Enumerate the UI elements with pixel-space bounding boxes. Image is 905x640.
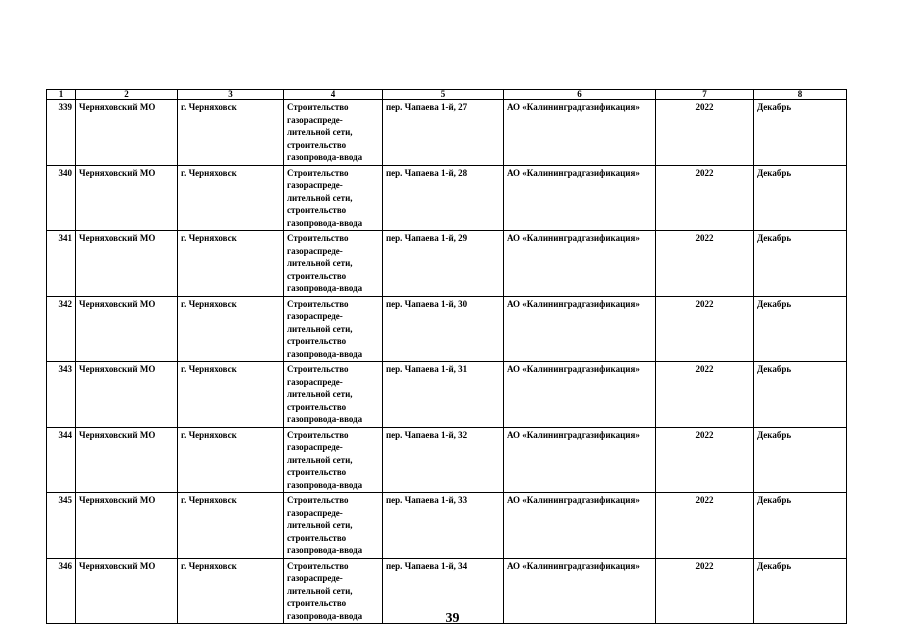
work-line: газопровода-ввода <box>287 152 363 162</box>
month-cell: Декабрь <box>754 558 847 624</box>
district-cell: Черняховский МО <box>76 165 178 231</box>
row-number: 345 <box>47 493 76 559</box>
row-number: 346 <box>47 558 76 624</box>
work-line: газораспреде- <box>287 311 343 321</box>
month-cell: Декабрь <box>754 296 847 362</box>
address-cell: пер. Чапаева 1-й, 34 <box>383 558 504 624</box>
table-body <box>47 100 847 624</box>
table-row <box>47 296 847 362</box>
address-cell: пер. Чапаева 1-й, 30 <box>383 296 504 362</box>
month-cell: Декабрь <box>754 427 847 493</box>
schedule-table <box>46 89 847 624</box>
address-cell: пер. Чапаева 1-й, 33 <box>383 493 504 559</box>
work-cell <box>284 427 383 493</box>
locality-cell: г. Черняховск <box>178 100 284 166</box>
work-line: газораспреде- <box>287 573 343 583</box>
work-cell <box>284 100 383 166</box>
month-cell: Декабрь <box>754 493 847 559</box>
work-line: строительство <box>287 401 347 412</box>
work-line: газопровода-ввода <box>287 610 363 621</box>
work-line: лительной сети, <box>287 323 353 334</box>
organization-cell: АО «Калининградгазификация» <box>504 427 656 493</box>
month-cell: Декабрь <box>754 165 847 231</box>
address-cell: пер. Чапаева 1-й, 28 <box>383 165 504 231</box>
address-cell: пер. Чапаева 1-й, 32 <box>383 427 504 493</box>
address-cell: пер. Чапаева 1-й, 31 <box>383 362 504 428</box>
work-line: газопровода-ввода <box>287 348 363 359</box>
work-line: газораспреде- <box>287 245 343 256</box>
column-header-3: 3 <box>178 90 284 100</box>
table-row <box>47 231 847 297</box>
district-cell: Черняховский МО <box>76 231 178 297</box>
work-line: газораспреде- <box>287 442 343 452</box>
year-cell: 2022 <box>656 296 754 362</box>
column-header-4: 4 <box>284 90 383 100</box>
work-line: газопровода-ввода <box>287 545 363 555</box>
work-cell <box>284 231 383 297</box>
year-cell: 2022 <box>656 165 754 231</box>
address-cell: пер. Чапаева 1-й, 27 <box>383 100 504 166</box>
work-line: газораспреде- <box>287 180 343 190</box>
month-cell: Декабрь <box>754 100 847 166</box>
district-cell: Черняховский МО <box>76 362 178 428</box>
row-number: 344 <box>47 427 76 493</box>
work-line: Строительство <box>287 429 349 440</box>
work-line: лительной сети, <box>287 192 353 203</box>
work-cell <box>284 165 383 231</box>
work-line: строительство <box>287 336 347 346</box>
district-cell: Черняховский МО <box>76 493 178 559</box>
locality-cell: г. Черняховск <box>178 558 284 624</box>
year-cell: 2022 <box>656 427 754 493</box>
work-cell <box>284 493 383 559</box>
work-line: Строительство <box>287 102 349 112</box>
year-cell: 2022 <box>656 493 754 559</box>
header-row <box>47 90 847 100</box>
row-number: 339 <box>47 100 76 166</box>
row-number: 340 <box>47 165 76 231</box>
year-cell: 2022 <box>656 362 754 428</box>
district-cell: Черняховский МО <box>76 558 178 624</box>
organization-cell: АО «Калининградгазификация» <box>504 165 656 231</box>
month-cell: Декабрь <box>754 231 847 297</box>
organization-cell: АО «Калининградгазификация» <box>504 100 656 166</box>
work-line: газопровода-ввода <box>287 283 363 293</box>
work-line: Строительство <box>287 298 349 309</box>
locality-cell: г. Черняховск <box>178 493 284 559</box>
column-header-1: 1 <box>47 90 76 100</box>
work-line: лительной сети, <box>287 127 353 137</box>
table-row <box>47 362 847 428</box>
work-line: газопровода-ввода <box>287 217 363 228</box>
column-header-2: 2 <box>76 90 178 100</box>
table-row <box>47 100 847 166</box>
work-line: строительство <box>287 270 347 281</box>
locality-cell: г. Черняховск <box>178 231 284 297</box>
work-line: газораспреде- <box>287 376 343 387</box>
row-number: 341 <box>47 231 76 297</box>
work-line: строительство <box>287 467 347 477</box>
column-header-7: 7 <box>656 90 754 100</box>
work-line: газопровода-ввода <box>287 414 363 424</box>
district-cell: Черняховский МО <box>76 427 178 493</box>
column-header-5: 5 <box>383 90 504 100</box>
locality-cell: г. Черняховск <box>178 165 284 231</box>
work-line: газораспреде- <box>287 507 343 518</box>
work-line: Строительство <box>287 167 349 178</box>
work-line: лительной сети, <box>287 585 353 596</box>
work-line: газораспреде- <box>287 114 343 125</box>
column-header-8: 8 <box>754 90 847 100</box>
work-cell <box>284 296 383 362</box>
work-line: Строительство <box>287 364 349 374</box>
work-line: строительство <box>287 598 347 608</box>
work-line: Строительство <box>287 233 349 243</box>
work-line: лительной сети, <box>287 258 353 268</box>
work-line: Строительство <box>287 495 349 505</box>
month-cell: Декабрь <box>754 362 847 428</box>
table-row <box>47 427 847 493</box>
district-cell: Черняховский МО <box>76 100 178 166</box>
organization-cell: АО «Калининградгазификация» <box>504 362 656 428</box>
year-cell: 2022 <box>656 558 754 624</box>
district-cell: Черняховский МО <box>76 296 178 362</box>
work-line: строительство <box>287 532 347 543</box>
row-number: 342 <box>47 296 76 362</box>
page-number: 39 <box>445 611 460 626</box>
year-cell: 2022 <box>656 100 754 166</box>
locality-cell: г. Черняховск <box>178 362 284 428</box>
work-line: Строительство <box>287 560 349 571</box>
address-cell: пер. Чапаева 1-й, 29 <box>383 231 504 297</box>
work-line: лительной сети, <box>287 389 353 399</box>
work-line: лительной сети, <box>287 454 353 465</box>
organization-cell: АО «Калининградгазификация» <box>504 493 656 559</box>
row-number: 343 <box>47 362 76 428</box>
table-row <box>47 493 847 559</box>
work-line: лительной сети, <box>287 520 353 530</box>
locality-cell: г. Черняховск <box>178 296 284 362</box>
work-line: строительство <box>287 139 347 150</box>
column-header-6: 6 <box>504 90 656 100</box>
work-line: газопровода-ввода <box>287 479 363 490</box>
year-cell: 2022 <box>656 231 754 297</box>
locality-cell: г. Черняховск <box>178 427 284 493</box>
work-cell <box>284 362 383 428</box>
table-row <box>47 165 847 231</box>
organization-cell: АО «Калининградгазификация» <box>504 296 656 362</box>
organization-cell: АО «Калининградгазификация» <box>504 558 656 624</box>
organization-cell: АО «Калининградгазификация» <box>504 231 656 297</box>
work-line: строительство <box>287 205 347 215</box>
